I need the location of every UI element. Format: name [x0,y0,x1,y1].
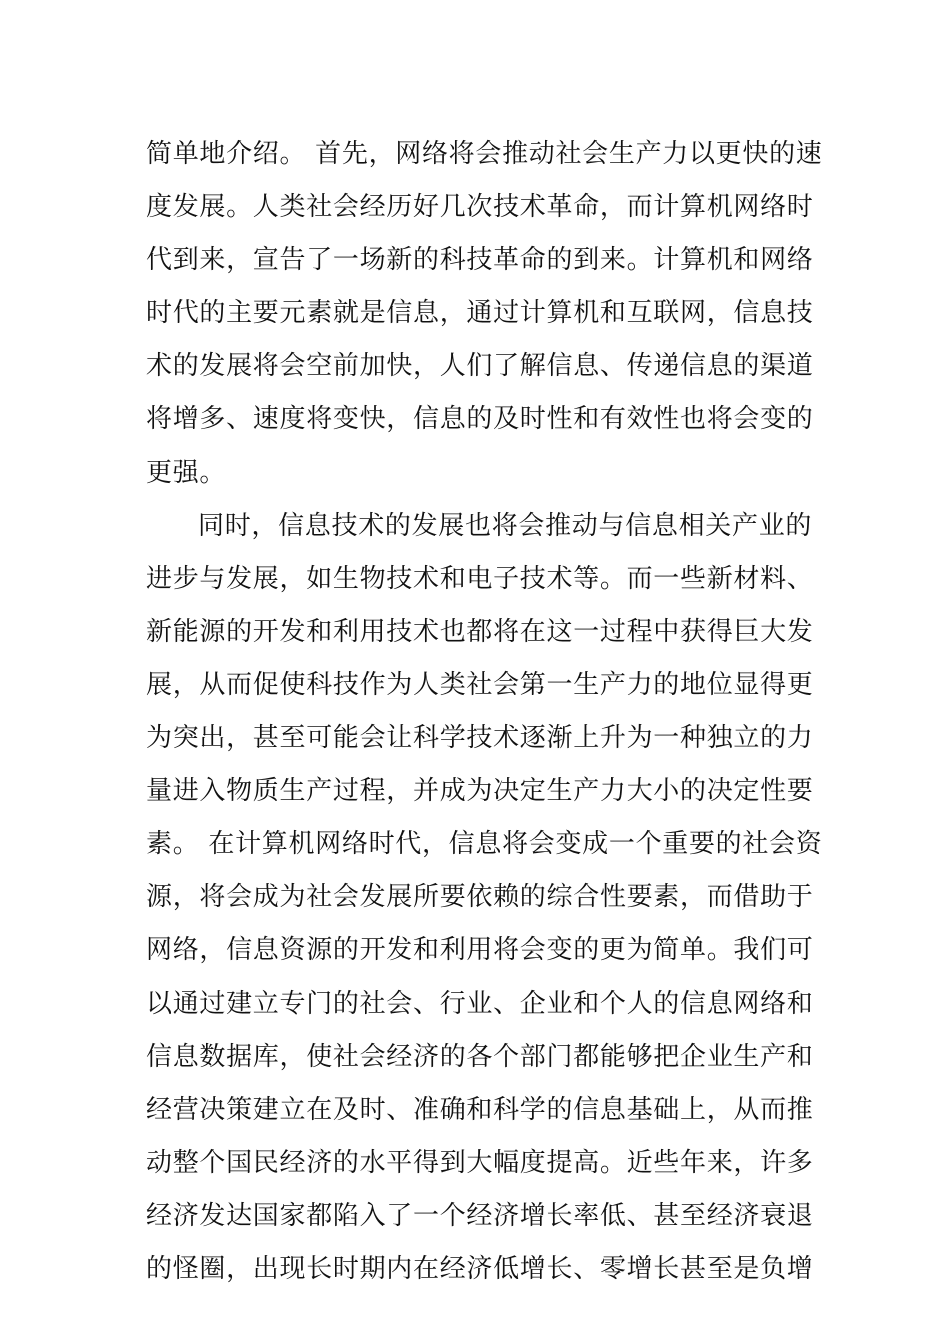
text-line: 经营决策建立在及时、准确和科学的信息基础上，从而推 [146,1094,814,1125]
text-line: 量进入物质生产过程，并成为决定生产力大小的决定性要 [146,776,814,807]
text-line: 将增多、速度将变快，信息的及时性和有效性也将会变的 [146,404,814,435]
text-line: 时代的主要元素就是信息，通过计算机和互联网，信息技 [146,298,814,329]
text-line: 更强。 [146,457,227,488]
text-line: 以通过建立专门的社会、行业、企业和个人的信息网络和 [146,988,814,1019]
text-line: 动整个国民经济的水平得到大幅度提高。近些年来，许多 [146,1147,814,1178]
text-line: 的怪圈，出现长时期内在经济低增长、零增长甚至是负增 [146,1253,814,1284]
text-line: 度发展。人类社会经历好几次技术革命，而计算机网络时 [146,192,814,223]
text-line: 网络，信息资源的开发和利用将会变的更为简单。我们可 [146,935,814,966]
text-line: 源，将会成为社会发展所要依赖的综合性要素，而借助于 [146,882,814,913]
text-line: 为突出，甚至可能会让科学技术逐渐上升为一种独立的力 [146,723,814,754]
text-line: 同时，信息技术的发展也将会推动与信息相关产业的 [198,510,813,541]
text-line: 信息数据库，使社会经济的各个部门都能够把企业生产和 [146,1041,814,1072]
text-line: 新能源的开发和利用技术也都将在这一过程中获得巨大发 [146,616,814,647]
text-line: 展，从而促使科技作为人类社会第一生产力的地位显得更 [146,669,814,700]
body-text [146,128,826,1296]
text-line: 经济发达国家都陷入了一个经济增长率低、甚至经济衰退 [146,1200,814,1231]
text-line: 素。 在计算机网络时代，信息将会变成一个重要的社会资 [146,829,823,860]
text-line: 进步与发展，如生物技术和电子技术等。而一些新材料、 [146,563,814,594]
text-line: 代到来，宣告了一场新的科技革命的到来。计算机和网络 [146,245,814,276]
text-line: 简单地介绍。 首先，网络将会推动社会生产力以更快的速 [146,139,823,169]
text-line: 术的发展将会空前加快，人们了解信息、传递信息的渠道 [146,351,814,382]
